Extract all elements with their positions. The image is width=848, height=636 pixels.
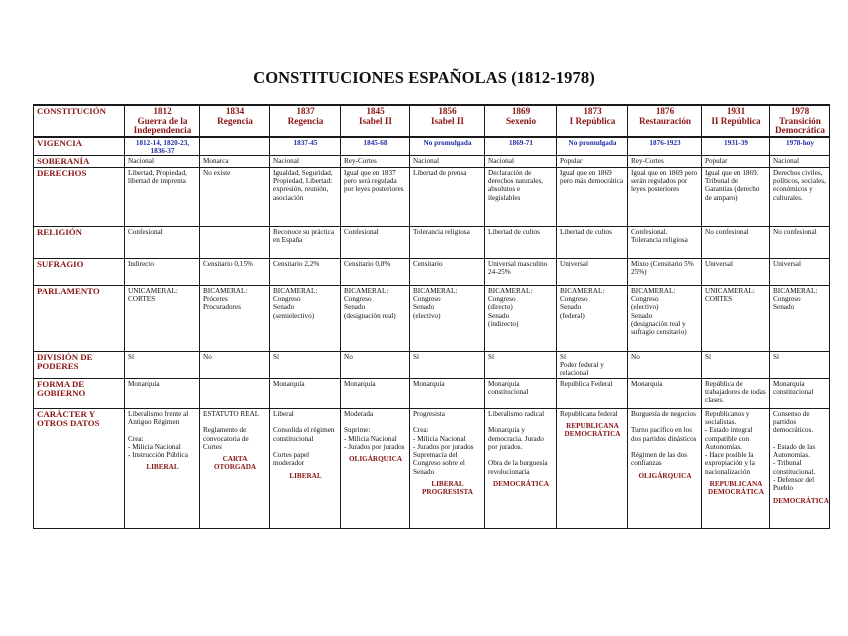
cell-text: 1931-39 xyxy=(724,138,748,147)
character-label: CARTA OTORGADA xyxy=(213,455,257,472)
table-cell xyxy=(410,226,485,258)
table-cell xyxy=(770,351,830,378)
table-cell xyxy=(770,167,830,226)
cell-text: BICAMERAL: Congreso (directo) Senado (indirecto) xyxy=(488,286,533,328)
cell-text: BICAMERAL: Congreso Senado (federal) xyxy=(560,286,605,320)
cell-text: Confesional. Tolerancia religiosa xyxy=(631,227,688,245)
cell-text: ESTATUTO REAL Reglamento de convocatoria de Cortes xyxy=(203,409,260,451)
column-name: Guerra de la Independencia xyxy=(133,115,192,136)
cell-text: Libertad, Propiedad, libertad de imprenta xyxy=(128,168,187,186)
table-cell xyxy=(557,351,628,378)
column-header xyxy=(628,105,702,137)
cell-text: Universal xyxy=(773,259,801,268)
cell-text: Declaración de derechos naturales, absolutos e ilegislables xyxy=(488,168,544,202)
table-cell xyxy=(125,167,200,226)
cell-text: Monarquía xyxy=(413,379,445,388)
table-cell xyxy=(410,137,485,156)
table-cell xyxy=(770,156,830,167)
cell-text: Mixto (Censitario 5% 25%) xyxy=(631,259,694,277)
character-label: OLIGÁRQUICA xyxy=(638,471,692,480)
row-label: VIGENCIA xyxy=(34,137,125,156)
table-cell xyxy=(341,226,410,258)
cell-text: 1837-45 xyxy=(293,138,318,147)
table-cell xyxy=(485,351,557,378)
column-name: II República xyxy=(711,115,761,126)
table-cell xyxy=(270,285,341,351)
row-label: PARLAMENTO xyxy=(34,285,125,351)
table-cell xyxy=(628,378,702,408)
table-cell xyxy=(200,285,270,351)
column-name: Regencia xyxy=(287,115,324,126)
table-cell xyxy=(628,167,702,226)
cell-text: 1812-14, 1820-23, 1836-37 xyxy=(135,138,190,156)
cell-text: Popular xyxy=(560,157,583,166)
cell-text: Rey-Cortes xyxy=(631,157,664,166)
table-cell xyxy=(702,351,770,378)
table-cell xyxy=(200,226,270,258)
corner-label: CONSTITUCIÓN xyxy=(34,105,125,137)
table-cell xyxy=(485,137,557,156)
character-label: DEMOCRÁTICA xyxy=(493,480,549,489)
table-cell xyxy=(702,408,770,528)
column-year: 1845 xyxy=(366,106,385,116)
column-year: 1931 xyxy=(726,106,746,116)
cell-text: No xyxy=(631,352,640,361)
column-year: 1873 xyxy=(583,106,602,116)
cell-text: Progresista Crea: - Milicia Nacional - Jurados por jurados Supremacía del Congreso sobre el Senado xyxy=(413,409,474,476)
header-row xyxy=(34,105,830,137)
cell-text: BICAMERAL: Congreso Senado xyxy=(773,286,818,312)
cell-text: Censitario 2,2% xyxy=(273,259,320,268)
character-label: DEMOCRÁTICA xyxy=(773,496,829,505)
cell-text: Liberalismo frente al Antiguo Régimen Crea: - Milicia Nacional - Instrucción Pública xyxy=(128,409,189,460)
table-cell xyxy=(410,351,485,378)
cell-text: República de trabajadores de todas clases. xyxy=(705,379,766,405)
table-cell xyxy=(770,258,830,285)
cell-text: No confesional xyxy=(773,227,817,236)
table-cell xyxy=(485,285,557,351)
column-year: 1812 xyxy=(153,106,172,116)
cell-text: No promulgada xyxy=(423,138,472,147)
cell-text: Liberalismo radical Monarquía y democracia. Jurado por jurados. Obra de la burguesía revolucionaria xyxy=(488,409,548,476)
character-label: LIBERAL xyxy=(289,471,322,480)
cell-text: Censitario xyxy=(413,259,443,268)
row-label: DIVISIÓN DE PODERES xyxy=(34,351,125,378)
cell-text: Nacional xyxy=(773,157,799,166)
cell-text: Sí xyxy=(773,352,779,361)
cell-text: Igual que en 1869 pero serán regulados por leyes posteriores xyxy=(631,168,698,194)
table-cell xyxy=(628,156,702,167)
table-cell xyxy=(125,378,200,408)
cell-text: Igual que en 1869 pero más democrática xyxy=(560,168,624,186)
cell-text: Sí xyxy=(705,352,711,361)
cell-text: Consenso de partidos democráticos. - Estado de las Autonomías. - Tribunal constitucional. - Defensor del Pueblo xyxy=(773,409,816,493)
cell-text: Sí xyxy=(128,352,134,361)
table-cell xyxy=(341,285,410,351)
table-cell xyxy=(125,285,200,351)
cell-text: Popular xyxy=(705,157,728,166)
table-row xyxy=(34,167,830,226)
cell-text: Universal xyxy=(705,259,733,268)
column-year: 1978 xyxy=(790,106,810,116)
cell-text: BICAMERAL: Próceres Procuradores xyxy=(203,286,248,312)
table-cell xyxy=(270,351,341,378)
table-cell xyxy=(125,137,200,156)
table-cell xyxy=(628,351,702,378)
table-cell xyxy=(270,258,341,285)
cell-text: Reconoce su práctica en España xyxy=(273,227,335,245)
cell-text: Libertad de cultos xyxy=(560,227,612,236)
row-label: FORMA DE GOBIERNO xyxy=(34,378,125,408)
table-cell xyxy=(557,378,628,408)
table-cell xyxy=(557,167,628,226)
cell-text: Universal xyxy=(560,259,588,268)
table-cell xyxy=(557,285,628,351)
table-row xyxy=(34,285,830,351)
table-cell xyxy=(200,351,270,378)
table-cell xyxy=(341,137,410,156)
table-cell xyxy=(557,258,628,285)
cell-text: No promulgada xyxy=(568,138,617,147)
cell-text: BICAMERAL: Congreso Senado (designación real) xyxy=(344,286,396,320)
cell-text: Monarquía xyxy=(631,379,663,388)
cell-text: Confesional xyxy=(128,227,163,236)
character-label: REPUBLICANA DEMOCRÁTICA xyxy=(564,421,621,439)
table-cell xyxy=(410,156,485,167)
table-cell xyxy=(485,258,557,285)
table-row xyxy=(34,258,830,285)
cell-text: BICAMERAL: Congreso Senado (semielectivo) xyxy=(273,286,318,320)
cell-text: Sí xyxy=(488,352,494,361)
table-cell xyxy=(341,408,410,528)
character-label: OLIGÁRQUICA xyxy=(348,455,403,464)
table-cell xyxy=(485,156,557,167)
table-row xyxy=(34,378,830,408)
table-cell xyxy=(628,285,702,351)
table-cell xyxy=(270,137,341,156)
column-year: 1856 xyxy=(438,106,457,116)
cell-text: Nacional xyxy=(273,157,299,166)
cell-text: 1845-68 xyxy=(363,138,388,147)
cell-text: Censitario 0,8% xyxy=(344,259,391,268)
cell-text: Moderada Suprime: - Milicia Nacional - Jurados por jurados xyxy=(344,409,405,451)
character-label: LIBERAL xyxy=(146,463,179,472)
table-cell xyxy=(557,156,628,167)
cell-text: Monarquía constitucional xyxy=(488,379,529,396)
table-cell xyxy=(702,167,770,226)
column-header xyxy=(270,105,341,137)
table-cell xyxy=(770,378,830,408)
table-cell xyxy=(200,167,270,226)
cell-text: Censitario 0,15% xyxy=(203,259,253,268)
table-cell xyxy=(200,137,270,156)
table-cell xyxy=(270,156,341,167)
table-cell xyxy=(702,258,770,285)
table-cell xyxy=(200,378,270,408)
column-year: 1876 xyxy=(655,106,675,116)
table-row xyxy=(34,408,830,528)
table-cell xyxy=(341,258,410,285)
table-cell xyxy=(702,378,770,408)
table-cell xyxy=(341,351,410,378)
cell-text: No confesional xyxy=(705,227,749,236)
cell-text: Confesional xyxy=(344,227,379,236)
cell-text: BICAMERAL: Congreso (electivo) Senado (designación real y sufragio censitario) xyxy=(631,286,687,337)
table-cell xyxy=(628,137,702,156)
cell-text: Rey-Cortes xyxy=(344,157,377,166)
cell-text: Igual que en 1869. Tribunal de Garantías (derecho de amparo) xyxy=(705,168,760,202)
column-name: Transición Democrática xyxy=(775,115,825,136)
column-header xyxy=(341,105,410,137)
cell-text: Nacional xyxy=(413,157,439,166)
table-cell xyxy=(485,378,557,408)
table-cell xyxy=(485,167,557,226)
cell-text: Monarquía xyxy=(128,379,160,388)
table-cell xyxy=(410,285,485,351)
table-row xyxy=(34,351,830,378)
cell-text: 1876-1923 xyxy=(649,138,681,147)
column-header xyxy=(200,105,270,137)
cell-text: Burguesía de negocios Turno pacífico en los dos partidos dinásticos Régimen de las dos confianzas xyxy=(631,409,697,468)
cell-text: Indirecto xyxy=(128,259,154,268)
table-row xyxy=(34,137,830,156)
table-cell xyxy=(770,285,830,351)
cell-text: Igualdad, Seguridad, Propiedad, Libertad: expresión, reunión, asociación xyxy=(273,168,333,202)
column-header xyxy=(557,105,628,137)
table-cell xyxy=(125,351,200,378)
table-cell xyxy=(125,408,200,528)
column-header xyxy=(770,105,830,137)
cell-text: Sí xyxy=(273,352,279,361)
character-label: REPUBLICANA DEMOCRÁTICA xyxy=(708,480,764,497)
cell-text: Sí Poder federal y relacional xyxy=(560,352,604,378)
table-cell xyxy=(410,408,485,528)
table-cell xyxy=(628,226,702,258)
table-cell xyxy=(702,137,770,156)
cell-text: Monarquía xyxy=(273,379,305,388)
table-cell xyxy=(557,408,628,528)
column-name: I República xyxy=(569,115,616,126)
cell-text: Derechos civiles, políticos, sociales, económicos y culturales. xyxy=(773,168,826,202)
cell-text: UNICAMERAL: CORTES xyxy=(128,286,178,304)
cell-text: Republicana federal xyxy=(560,409,618,418)
row-label: RELIGIÓN xyxy=(34,226,125,258)
cell-text: Universal masculino 24-25% xyxy=(488,259,548,277)
column-name: Isabel II xyxy=(431,115,464,126)
cell-text: Monarquía xyxy=(344,379,376,388)
cell-text: Nacional xyxy=(128,157,154,166)
document-title: CONSTITUCIONES ESPAÑOLAS (1812-1978) xyxy=(253,68,595,87)
table-cell xyxy=(125,226,200,258)
cell-text: No xyxy=(203,352,212,361)
column-header xyxy=(125,105,200,137)
row-label: SOBERANÍA xyxy=(34,156,125,167)
cell-text: BICAMERAL: Congreso Senado (electivo) xyxy=(413,286,458,320)
table-row xyxy=(34,226,830,258)
table-row xyxy=(34,156,830,167)
cell-text: Nacional xyxy=(488,157,514,166)
table-cell xyxy=(557,137,628,156)
character-label: LIBERAL PROGRESISTA xyxy=(422,480,473,497)
row-label: CARÁCTER Y OTROS DATOS xyxy=(34,408,125,528)
table-cell xyxy=(270,167,341,226)
column-year: 1834 xyxy=(225,106,245,116)
table-cell xyxy=(410,258,485,285)
table-cell xyxy=(557,226,628,258)
column-name: Restauración xyxy=(638,115,692,126)
cell-text: Tolerancia religiosa xyxy=(413,227,470,236)
table-cell xyxy=(628,258,702,285)
table-cell xyxy=(341,378,410,408)
cell-text: Liberal Consolida el régimen constitucional Cortes papel moderador xyxy=(273,409,335,468)
table-cell xyxy=(341,156,410,167)
table-cell xyxy=(770,137,830,156)
table-cell xyxy=(125,156,200,167)
table-cell xyxy=(702,285,770,351)
column-header xyxy=(410,105,485,137)
table-cell xyxy=(270,226,341,258)
table-cell xyxy=(270,408,341,528)
table-cell xyxy=(410,378,485,408)
table-cell xyxy=(270,378,341,408)
table-cell xyxy=(702,156,770,167)
table-cell xyxy=(485,408,557,528)
cell-text: No existe xyxy=(203,168,231,177)
cell-text: República Federal xyxy=(560,379,613,388)
table-cell xyxy=(125,258,200,285)
table-cell xyxy=(628,408,702,528)
cell-text: Libertad de prensa xyxy=(413,168,467,177)
table-cell xyxy=(410,167,485,226)
cell-text: Sí xyxy=(413,352,419,361)
column-name: Regencia xyxy=(217,115,253,126)
cell-text: Monarquía constitucional xyxy=(773,379,814,396)
cell-text: Republicanos y socialistas. - Estado integral compatible con Autonomías. - Hace posible la expropiación y la nacionalización xyxy=(705,409,755,476)
row-label: SUFRAGIO xyxy=(34,258,125,285)
table-cell xyxy=(770,226,830,258)
column-name: Sexenio xyxy=(505,115,537,126)
table-cell xyxy=(341,167,410,226)
table-cell xyxy=(200,408,270,528)
table-cell xyxy=(200,156,270,167)
row-label: DERECHOS xyxy=(34,167,125,226)
cell-text: Igual que en 1837 pero será regulada por leyes posteriores xyxy=(344,168,404,194)
table-cell xyxy=(770,408,830,528)
cell-text: UNICAMERAL: CORTES xyxy=(705,286,755,304)
table-cell xyxy=(485,226,557,258)
cell-text: No xyxy=(344,352,353,361)
cell-text: 1869-71 xyxy=(509,138,533,147)
column-header xyxy=(702,105,770,137)
cell-text: Monarca xyxy=(203,157,229,166)
cell-text: Libertad de cultos xyxy=(488,227,540,236)
constitutions-table xyxy=(33,104,830,529)
column-header xyxy=(485,105,557,137)
table-cell xyxy=(200,258,270,285)
column-name: Isabel II xyxy=(359,115,392,126)
cell-text: 1978-hoy xyxy=(786,138,814,147)
table-cell xyxy=(702,226,770,258)
column-year: 1869 xyxy=(511,106,531,116)
column-year: 1837 xyxy=(296,106,315,116)
